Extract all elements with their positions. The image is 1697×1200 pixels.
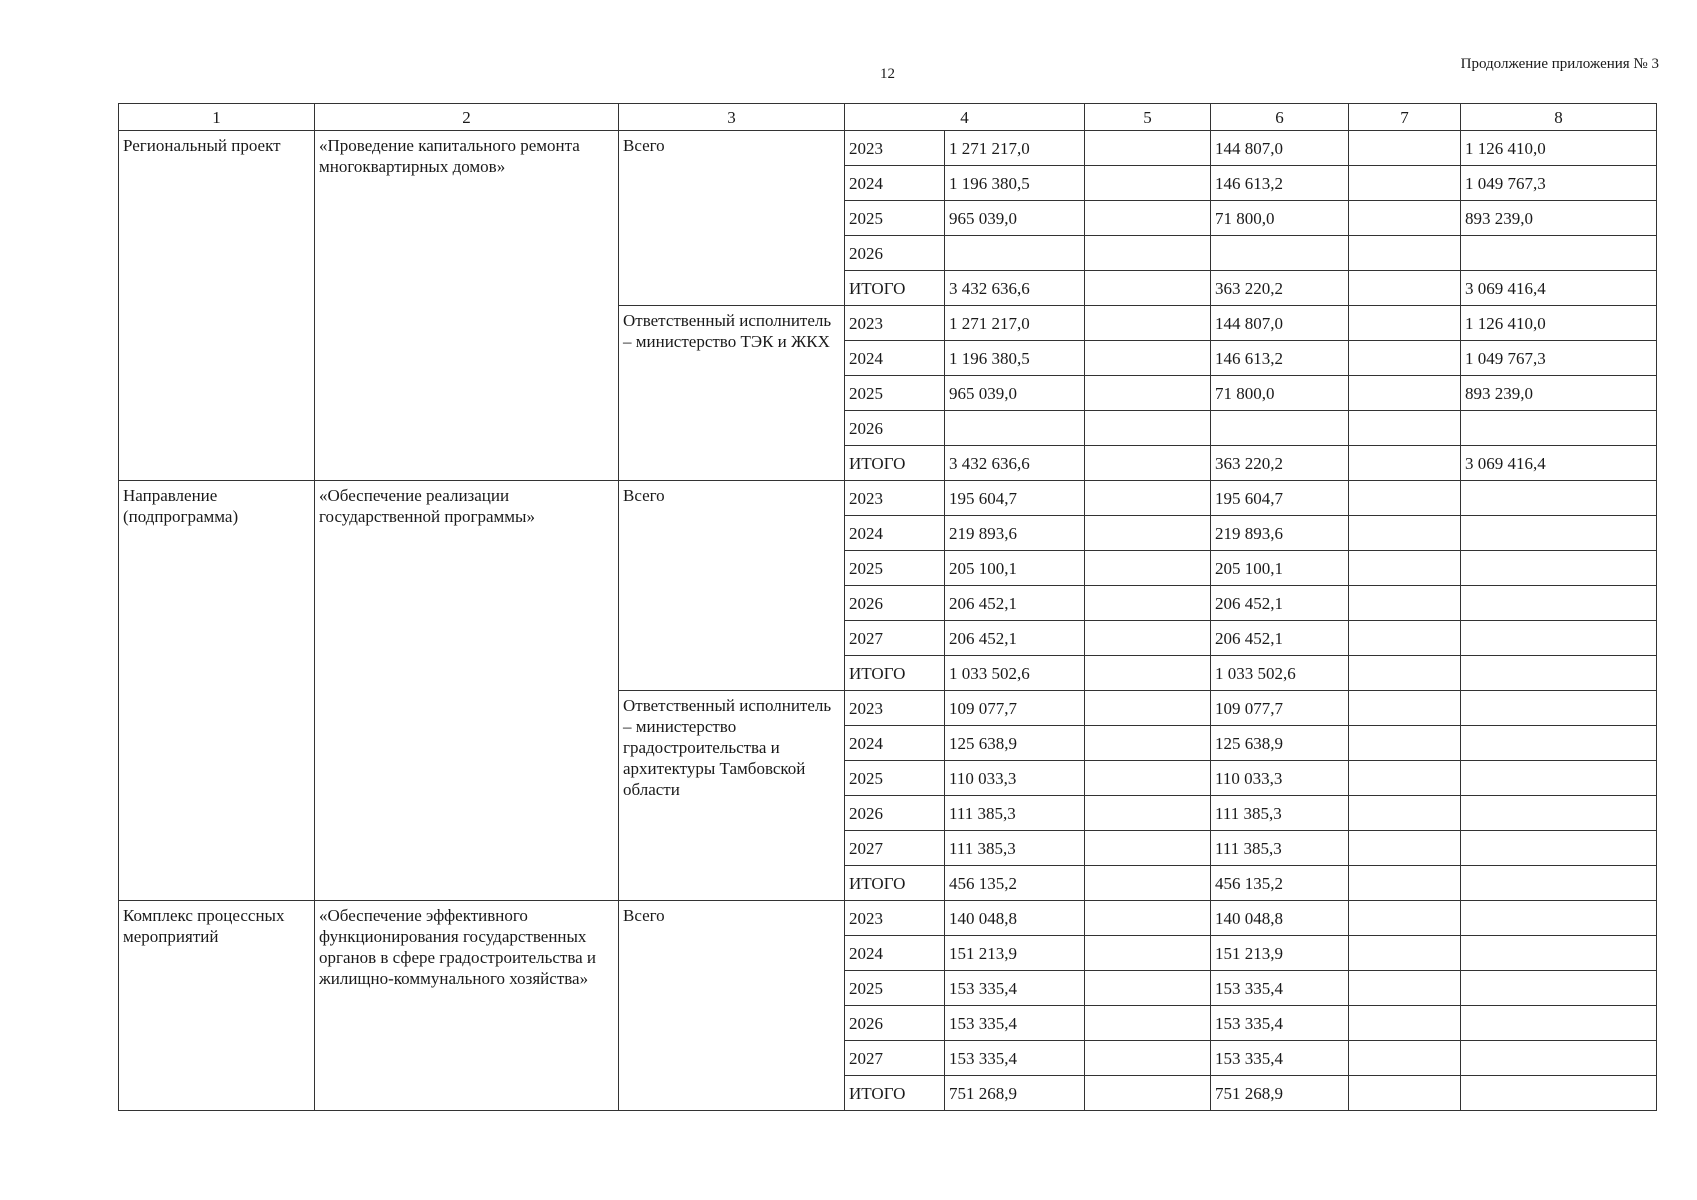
- col4-value-cell: 456 135,2: [945, 866, 1085, 901]
- col5-value-cell: [1085, 586, 1211, 621]
- col6-value-cell: 751 268,9: [1211, 1076, 1349, 1111]
- year-cell: ИТОГО: [845, 866, 945, 901]
- year-cell: 2023: [845, 901, 945, 936]
- col7-value-cell: [1349, 516, 1461, 551]
- section-type-cell: Направление (подпрограмма): [119, 481, 315, 901]
- executor-cell: Всего: [619, 481, 845, 691]
- col4-value-cell: 1 196 380,5: [945, 166, 1085, 201]
- year-cell: 2025: [845, 761, 945, 796]
- col6-value-cell: 1 033 502,6: [1211, 656, 1349, 691]
- col4-value-cell: 153 335,4: [945, 1006, 1085, 1041]
- budget-table: [118, 103, 1657, 1111]
- col5-value-cell: [1085, 446, 1211, 481]
- col4-value-cell: 206 452,1: [945, 586, 1085, 621]
- header-cell: 8: [1461, 104, 1657, 131]
- col8-value-cell: 893 239,0: [1461, 376, 1657, 411]
- col8-value-cell: [1461, 656, 1657, 691]
- col5-value-cell: [1085, 831, 1211, 866]
- col8-value-cell: 1 126 410,0: [1461, 131, 1657, 166]
- col5-value-cell: [1085, 516, 1211, 551]
- col5-value-cell: [1085, 1041, 1211, 1076]
- col7-value-cell: [1349, 936, 1461, 971]
- col7-value-cell: [1349, 481, 1461, 516]
- col7-value-cell: [1349, 236, 1461, 271]
- col6-value-cell: 195 604,7: [1211, 481, 1349, 516]
- col7-value-cell: [1349, 306, 1461, 341]
- executor-cell: Всего: [619, 901, 845, 1111]
- col5-value-cell: [1085, 936, 1211, 971]
- col6-value-cell: [1211, 411, 1349, 446]
- col8-value-cell: 1 049 767,3: [1461, 166, 1657, 201]
- header-cell: 6: [1211, 104, 1349, 131]
- year-cell: 2024: [845, 726, 945, 761]
- col6-value-cell: 144 807,0: [1211, 131, 1349, 166]
- page-number: 12: [880, 66, 895, 82]
- header-cell: 2: [315, 104, 619, 131]
- year-cell: 2025: [845, 971, 945, 1006]
- header-row: [119, 104, 1657, 131]
- col5-value-cell: [1085, 621, 1211, 656]
- executor-cell: Ответственный исполнитель – министерство градостроительства и архитектуры Тамбовской области: [619, 691, 845, 901]
- col6-value-cell: 110 033,3: [1211, 761, 1349, 796]
- col5-value-cell: [1085, 726, 1211, 761]
- header-cell: 1: [119, 104, 315, 131]
- year-cell: ИТОГО: [845, 656, 945, 691]
- col8-value-cell: [1461, 411, 1657, 446]
- col8-value-cell: 893 239,0: [1461, 201, 1657, 236]
- col6-value-cell: 146 613,2: [1211, 166, 1349, 201]
- col8-value-cell: [1461, 1006, 1657, 1041]
- col8-value-cell: [1461, 831, 1657, 866]
- col7-value-cell: [1349, 201, 1461, 236]
- col6-value-cell: 151 213,9: [1211, 936, 1349, 971]
- col6-value-cell: 144 807,0: [1211, 306, 1349, 341]
- col8-value-cell: [1461, 1041, 1657, 1076]
- col6-value-cell: 363 220,2: [1211, 446, 1349, 481]
- year-cell: ИТОГО: [845, 1076, 945, 1111]
- col6-value-cell: 219 893,6: [1211, 516, 1349, 551]
- col5-value-cell: [1085, 481, 1211, 516]
- col8-value-cell: [1461, 866, 1657, 901]
- col8-value-cell: [1461, 516, 1657, 551]
- header-cell: 3: [619, 104, 845, 131]
- executor-cell: Ответственный исполнитель – министерство ТЭК и ЖКХ: [619, 306, 845, 481]
- col4-value-cell: 1 033 502,6: [945, 656, 1085, 691]
- year-cell: 2026: [845, 1006, 945, 1041]
- col5-value-cell: [1085, 1076, 1211, 1111]
- year-cell: 2026: [845, 796, 945, 831]
- col8-value-cell: [1461, 971, 1657, 1006]
- col8-value-cell: [1461, 901, 1657, 936]
- year-cell: 2027: [845, 1041, 945, 1076]
- col7-value-cell: [1349, 726, 1461, 761]
- col4-value-cell: 109 077,7: [945, 691, 1085, 726]
- col5-value-cell: [1085, 306, 1211, 341]
- col7-value-cell: [1349, 271, 1461, 306]
- col7-value-cell: [1349, 691, 1461, 726]
- year-cell: 2025: [845, 376, 945, 411]
- col5-value-cell: [1085, 411, 1211, 446]
- col7-value-cell: [1349, 586, 1461, 621]
- col7-value-cell: [1349, 1041, 1461, 1076]
- col8-value-cell: [1461, 726, 1657, 761]
- col7-value-cell: [1349, 656, 1461, 691]
- section-name-cell: «Проведение капитального ремонта многоквартирных домов»: [315, 131, 619, 481]
- col4-value-cell: 110 033,3: [945, 761, 1085, 796]
- col8-value-cell: 3 069 416,4: [1461, 271, 1657, 306]
- year-cell: ИТОГО: [845, 271, 945, 306]
- col5-value-cell: [1085, 796, 1211, 831]
- col7-value-cell: [1349, 1076, 1461, 1111]
- col5-value-cell: [1085, 236, 1211, 271]
- col4-value-cell: 3 432 636,6: [945, 271, 1085, 306]
- table-row: [119, 901, 1657, 936]
- col8-value-cell: [1461, 551, 1657, 586]
- header-cell: 4: [845, 104, 1085, 131]
- col4-value-cell: 111 385,3: [945, 831, 1085, 866]
- col6-value-cell: 153 335,4: [1211, 971, 1349, 1006]
- col8-value-cell: [1461, 936, 1657, 971]
- section-type-cell: Комплекс процессных мероприятий: [119, 901, 315, 1111]
- table-body: [119, 131, 1657, 1111]
- col4-value-cell: [945, 236, 1085, 271]
- table-row: [119, 481, 1657, 516]
- col6-value-cell: 71 800,0: [1211, 376, 1349, 411]
- col7-value-cell: [1349, 621, 1461, 656]
- year-cell: 2026: [845, 236, 945, 271]
- col8-value-cell: [1461, 586, 1657, 621]
- year-cell: 2026: [845, 411, 945, 446]
- col5-value-cell: [1085, 901, 1211, 936]
- col4-value-cell: [945, 411, 1085, 446]
- col7-value-cell: [1349, 971, 1461, 1006]
- col5-value-cell: [1085, 866, 1211, 901]
- year-cell: 2025: [845, 201, 945, 236]
- col8-value-cell: [1461, 621, 1657, 656]
- col4-value-cell: 111 385,3: [945, 796, 1085, 831]
- col4-value-cell: 153 335,4: [945, 1041, 1085, 1076]
- col7-value-cell: [1349, 901, 1461, 936]
- year-cell: 2024: [845, 341, 945, 376]
- col8-value-cell: [1461, 481, 1657, 516]
- col5-value-cell: [1085, 656, 1211, 691]
- col7-value-cell: [1349, 1006, 1461, 1041]
- col7-value-cell: [1349, 866, 1461, 901]
- col4-value-cell: 965 039,0: [945, 201, 1085, 236]
- col5-value-cell: [1085, 166, 1211, 201]
- col5-value-cell: [1085, 201, 1211, 236]
- col7-value-cell: [1349, 376, 1461, 411]
- col5-value-cell: [1085, 131, 1211, 166]
- col4-value-cell: 219 893,6: [945, 516, 1085, 551]
- year-cell: 2024: [845, 516, 945, 551]
- year-cell: 2023: [845, 131, 945, 166]
- col5-value-cell: [1085, 341, 1211, 376]
- col7-value-cell: [1349, 551, 1461, 586]
- col8-value-cell: [1461, 236, 1657, 271]
- header-cell: 5: [1085, 104, 1211, 131]
- col7-value-cell: [1349, 341, 1461, 376]
- col7-value-cell: [1349, 831, 1461, 866]
- col7-value-cell: [1349, 446, 1461, 481]
- col6-value-cell: 111 385,3: [1211, 831, 1349, 866]
- col6-value-cell: 456 135,2: [1211, 866, 1349, 901]
- col7-value-cell: [1349, 796, 1461, 831]
- col7-value-cell: [1349, 761, 1461, 796]
- col7-value-cell: [1349, 166, 1461, 201]
- col6-value-cell: 153 335,4: [1211, 1006, 1349, 1041]
- col8-value-cell: [1461, 796, 1657, 831]
- col6-value-cell: 111 385,3: [1211, 796, 1349, 831]
- section-name-cell: «Обеспечение реализации государственной программы»: [315, 481, 619, 901]
- executor-cell: Всего: [619, 131, 845, 306]
- section-type-cell: Региональный проект: [119, 131, 315, 481]
- col4-value-cell: 1 196 380,5: [945, 341, 1085, 376]
- col4-value-cell: 205 100,1: [945, 551, 1085, 586]
- col6-value-cell: 363 220,2: [1211, 271, 1349, 306]
- col5-value-cell: [1085, 271, 1211, 306]
- col5-value-cell: [1085, 971, 1211, 1006]
- col8-value-cell: [1461, 691, 1657, 726]
- col8-value-cell: 1 126 410,0: [1461, 306, 1657, 341]
- col5-value-cell: [1085, 761, 1211, 796]
- col6-value-cell: 140 048,8: [1211, 901, 1349, 936]
- header-cell: 7: [1349, 104, 1461, 131]
- year-cell: 2023: [845, 306, 945, 341]
- col5-value-cell: [1085, 1006, 1211, 1041]
- year-cell: ИТОГО: [845, 446, 945, 481]
- year-cell: 2027: [845, 831, 945, 866]
- col7-value-cell: [1349, 411, 1461, 446]
- table-row: [119, 131, 1657, 166]
- year-cell: 2025: [845, 551, 945, 586]
- col6-value-cell: 206 452,1: [1211, 621, 1349, 656]
- year-cell: 2023: [845, 481, 945, 516]
- section-name-cell: «Обеспечение эффективного функционирования государственных органов в сфере градостроительства и жилищно-коммунального хозяйства»: [315, 901, 619, 1111]
- year-cell: 2026: [845, 586, 945, 621]
- col8-value-cell: [1461, 1076, 1657, 1111]
- col4-value-cell: 206 452,1: [945, 621, 1085, 656]
- year-cell: 2023: [845, 691, 945, 726]
- col4-value-cell: 151 213,9: [945, 936, 1085, 971]
- col6-value-cell: 109 077,7: [1211, 691, 1349, 726]
- col8-value-cell: 3 069 416,4: [1461, 446, 1657, 481]
- col6-value-cell: 125 638,9: [1211, 726, 1349, 761]
- col4-value-cell: 751 268,9: [945, 1076, 1085, 1111]
- col6-value-cell: 153 335,4: [1211, 1041, 1349, 1076]
- col4-value-cell: 1 271 217,0: [945, 131, 1085, 166]
- col4-value-cell: 3 432 636,6: [945, 446, 1085, 481]
- col8-value-cell: 1 049 767,3: [1461, 341, 1657, 376]
- col6-value-cell: 206 452,1: [1211, 586, 1349, 621]
- col5-value-cell: [1085, 691, 1211, 726]
- col4-value-cell: 195 604,7: [945, 481, 1085, 516]
- year-cell: 2024: [845, 936, 945, 971]
- col4-value-cell: 153 335,4: [945, 971, 1085, 1006]
- col4-value-cell: 140 048,8: [945, 901, 1085, 936]
- col6-value-cell: [1211, 236, 1349, 271]
- col4-value-cell: 1 271 217,0: [945, 306, 1085, 341]
- col5-value-cell: [1085, 376, 1211, 411]
- col6-value-cell: 71 800,0: [1211, 201, 1349, 236]
- col4-value-cell: 125 638,9: [945, 726, 1085, 761]
- year-cell: 2027: [845, 621, 945, 656]
- col6-value-cell: 146 613,2: [1211, 341, 1349, 376]
- appendix-note: Продолжение приложения № 3: [1460, 56, 1659, 72]
- col5-value-cell: [1085, 551, 1211, 586]
- col6-value-cell: 205 100,1: [1211, 551, 1349, 586]
- col4-value-cell: 965 039,0: [945, 376, 1085, 411]
- col7-value-cell: [1349, 131, 1461, 166]
- year-cell: 2024: [845, 166, 945, 201]
- col8-value-cell: [1461, 761, 1657, 796]
